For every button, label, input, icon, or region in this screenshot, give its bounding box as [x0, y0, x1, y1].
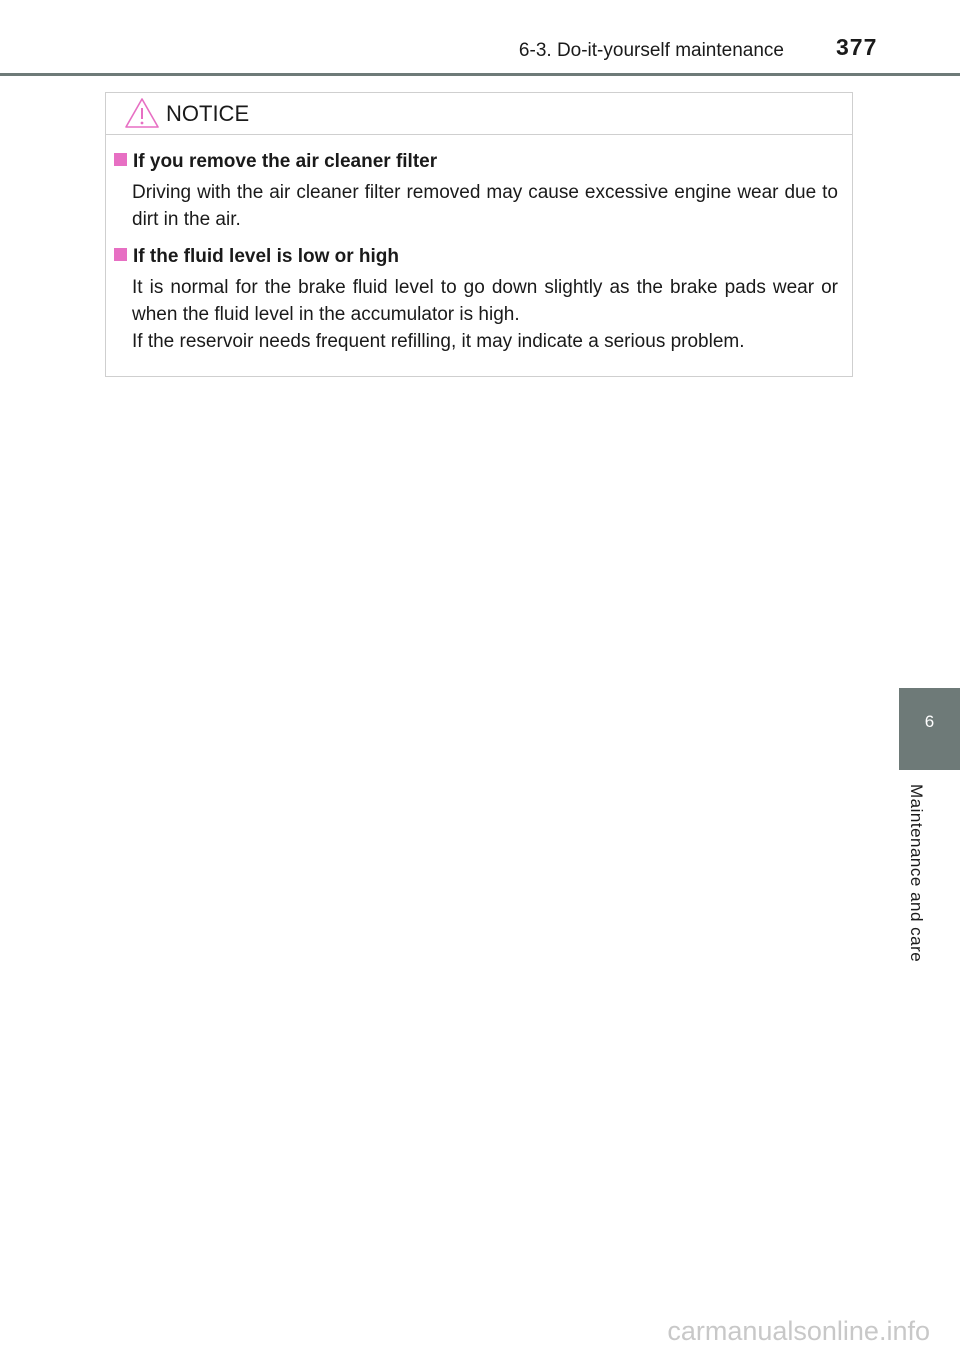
warning-triangle-icon [124, 97, 160, 129]
chapter-label: Maintenance and care [907, 784, 926, 963]
chapter-tab [899, 688, 960, 770]
bullet-square-icon [114, 248, 127, 261]
watermark: carmanualsonline.info [667, 1316, 930, 1346]
item-heading: If you remove the air cleaner filter [133, 151, 438, 172]
item-paragraph: Driving with the air cleaner filter removed may cause excessive engine wear due to dirt in the air. [132, 182, 838, 230]
page-number: 377 [836, 34, 878, 60]
header-rule [0, 73, 960, 76]
item-body [132, 274, 838, 355]
bullet-square-icon [114, 153, 127, 166]
item-heading: If the fluid level is low or high [133, 246, 400, 267]
section-title: 6-3. Do-it-yourself maintenance [518, 40, 784, 61]
item-body [132, 179, 838, 233]
item-paragraph: It is normal for the brake fluid level to go down slightly as the brake pads wear or when the fluid level in the accumulator is high. [132, 277, 838, 325]
notice-header [106, 93, 852, 135]
notice-title: NOTICE [166, 101, 250, 126]
notice-box [105, 92, 853, 377]
chapter-number: 6 [924, 712, 935, 731]
item-paragraph: If the reservoir needs frequent refilling, it may indicate a serious problem. [132, 331, 745, 352]
